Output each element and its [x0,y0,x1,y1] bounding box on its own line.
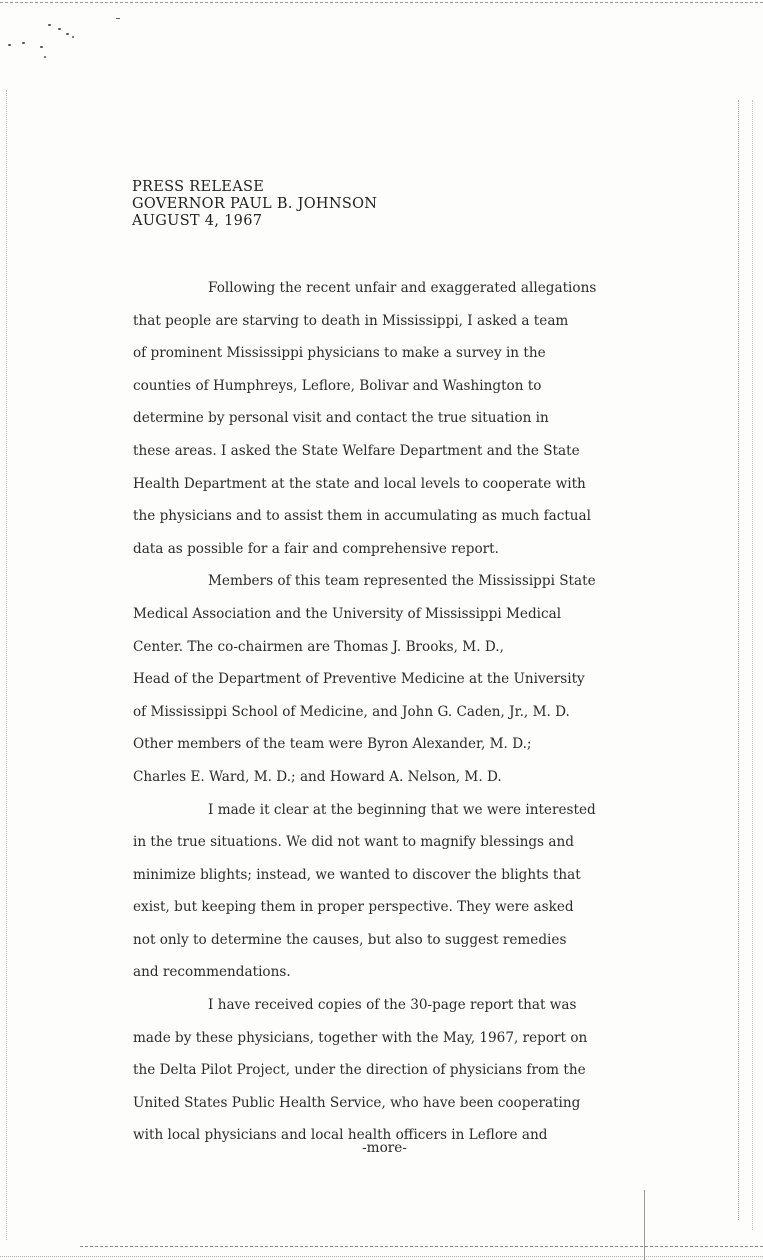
text-line: I have received copies of the 30-page report that was [208,997,577,1014]
text-line: the physicians and to assist them in accumulating as much factual [133,508,591,525]
text-line: counties of Humphreys, Leflore, Bolivar and Washington to [133,377,542,394]
text-line: I made it clear at the beginning that we were interested [208,801,596,818]
text-line: and recommendations. [133,964,291,981]
text-line: Head of the Department of Preventive Medicine at the University [133,671,585,688]
text-line: Members of this team represented the Mississippi State [208,573,596,590]
text-line: exist, but keeping them in proper perspective. They were asked [133,899,574,916]
scan-edge-bottom-outer [0,1256,763,1257]
scan-edge-bottom [80,1246,763,1247]
text-line: Center. The co-chairmen are Thomas J. Brooks, M. D., [133,638,504,655]
scan-speck [72,36,74,38]
text-line: the Delta Pilot Project, under the direction of physicians from the [133,1062,586,1079]
text-line: not only to determine the causes, but also to suggest remedies [133,931,567,948]
text-line: made by these physicians, together with the May, 1967, report on [133,1029,588,1046]
text-line: minimize blights; instead, we wanted to discover the blights that [133,866,581,883]
text-line: Following the recent unfair and exaggerated allegations [208,280,597,296]
header-governor: GOVERNOR PAUL B. JOHNSON [132,196,378,212]
text-line: Charles E. Ward, M. D.; and Howard A. Nelson, M. D. [133,768,502,785]
scan-speck [44,56,46,58]
text-line: that people are starving to death in Mississippi, I asked a team [133,312,569,329]
scan-speck [22,42,25,44]
body-text [133,272,613,1152]
scan-edge-left [6,90,7,1240]
more-label: -more- [362,1140,407,1156]
text-line: these areas. I asked the State Welfare Department and the State [133,442,580,459]
text-line: Other members of the team were Byron Alexander, M. D.; [133,736,532,753]
scan-edge-right [738,100,739,1220]
scan-edge-fold-line [644,1190,645,1260]
text-line: with local physicians and local health officers in Leflore and [133,1127,548,1144]
scan-speck [48,24,51,26]
scan-speck [58,28,61,30]
text-line: Medical Association and the University of Mississippi Medical [133,605,562,622]
text-line: of prominent Mississippi physicians to make a survey in the [133,345,546,362]
continuation-marker [0,1140,763,1156]
header-date: AUGUST 4, 1967 [132,213,263,229]
text-line: of Mississippi School of Medicine, and John G. Caden, Jr., M. D. [133,703,570,720]
press-release-header [132,179,377,230]
scan-speck [40,46,43,48]
scan-speck [8,44,11,46]
scan-edge-right-outer [752,100,753,1230]
header-title: PRESS RELEASE [132,179,265,195]
scan-speck [116,18,120,19]
text-line: in the true situations. We did not want to magnify blessings and [133,834,574,851]
scan-speck [66,33,69,35]
text-line: data as possible for a fair and comprehensive report. [133,540,499,557]
text-line: determine by personal visit and contact the true situation in [133,410,549,427]
text-line: Health Department at the state and local levels to cooperate with [133,475,586,492]
scan-edge-top [0,2,763,3]
text-line: United States Public Health Service, who have been cooperating [133,1094,581,1111]
